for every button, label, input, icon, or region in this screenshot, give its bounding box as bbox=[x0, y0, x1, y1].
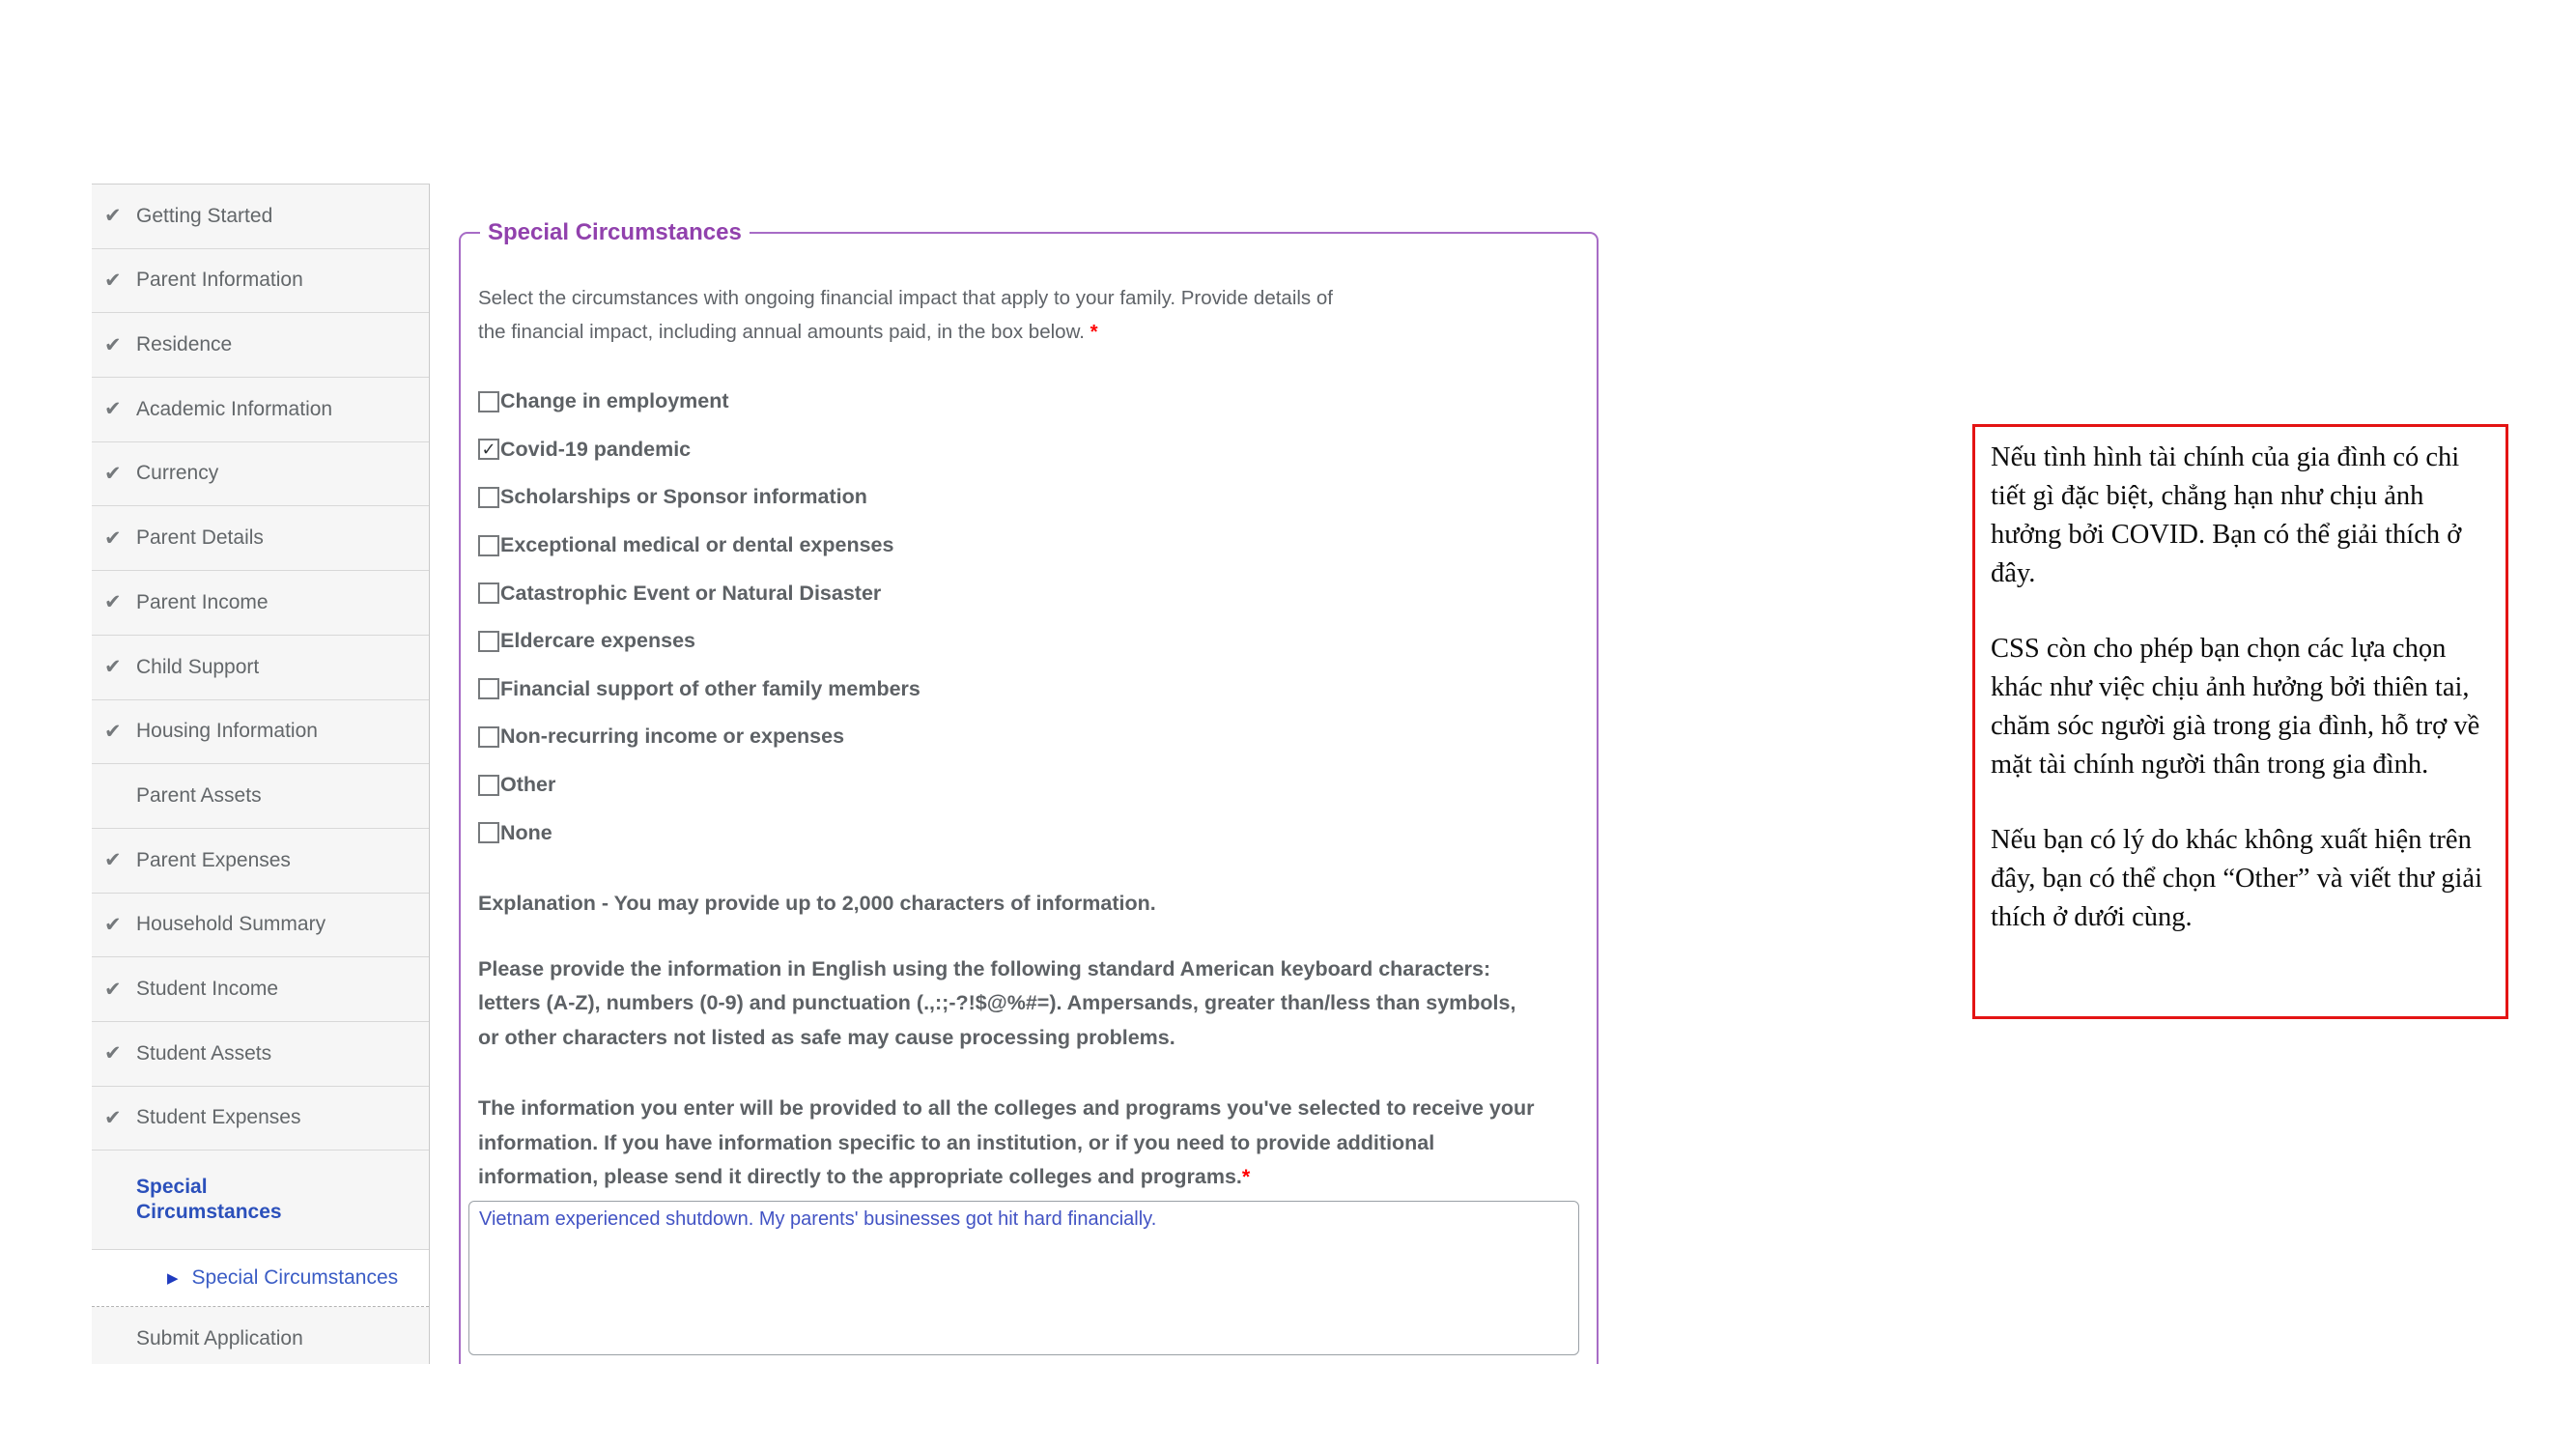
checkbox-row-catastrophic-event[interactable] bbox=[478, 569, 1579, 617]
sidebar-item-label: Parent Income bbox=[136, 590, 269, 613]
check-icon: ✔ bbox=[104, 526, 122, 550]
checkbox-row-covid-19-pandemic[interactable] bbox=[478, 426, 1579, 474]
checkbox-label[interactable]: Eldercare expenses bbox=[500, 629, 695, 653]
sidebar-item-student-assets[interactable] bbox=[92, 1022, 429, 1087]
intro-text bbox=[478, 281, 1333, 349]
checkbox-change-in-employment[interactable] bbox=[478, 391, 499, 412]
sidebar-item-label: Getting Started bbox=[136, 204, 273, 227]
explanation-heading: Explanation - You may provide up to 2,000 characters of information. bbox=[478, 891, 1156, 915]
check-icon: ✔ bbox=[104, 978, 122, 1001]
explanation-textarea[interactable] bbox=[468, 1201, 1579, 1355]
checkbox-catastrophic-event[interactable] bbox=[478, 582, 499, 604]
sidebar-item-label: Special Circumstances bbox=[136, 1176, 282, 1224]
arrow-right-icon: ▶ bbox=[167, 1270, 179, 1288]
check-icon: ✔ bbox=[104, 849, 122, 872]
annotation-box bbox=[1972, 424, 2508, 1019]
sidebar-navigation bbox=[92, 184, 430, 1364]
checkbox-none[interactable] bbox=[478, 822, 499, 843]
required-asterisk: * bbox=[1090, 321, 1098, 343]
sidebar-item-residence[interactable] bbox=[92, 313, 429, 378]
sidebar-item-parent-information[interactable] bbox=[92, 249, 429, 314]
panel-title: Special Circumstances bbox=[488, 219, 742, 245]
special-circumstances-panel bbox=[459, 219, 1599, 1364]
check-icon: ✔ bbox=[104, 913, 122, 936]
check-icon: ✔ bbox=[104, 1106, 122, 1129]
check-icon: ✔ bbox=[104, 720, 122, 743]
sidebar-item-label: Academic Information bbox=[136, 397, 333, 420]
checkbox-label[interactable]: Scholarships or Sponsor information bbox=[500, 485, 867, 509]
circumstances-checkbox-list bbox=[478, 378, 1579, 857]
sidebar-item-parent-details[interactable] bbox=[92, 506, 429, 571]
checkbox-medical-dental-expenses[interactable] bbox=[478, 535, 499, 556]
sidebar-item-label: Household Summary bbox=[136, 913, 326, 936]
intro-text-body: Select the circumstances with ongoing financial impact that apply to your family. Provide details of the financial impact, including annual amounts paid, in the box below. bbox=[478, 287, 1333, 343]
checkbox-label[interactable]: Financial support of other family members bbox=[500, 676, 920, 700]
checkbox-row-change-in-employment[interactable] bbox=[478, 378, 1579, 426]
sidebar-item-getting-started[interactable] bbox=[92, 185, 429, 249]
checkbox-label[interactable]: Other bbox=[500, 773, 556, 797]
information-sharing-note bbox=[478, 1092, 1541, 1195]
sidebar-item-parent-income[interactable] bbox=[92, 571, 429, 636]
check-icon: ✔ bbox=[104, 398, 122, 421]
annotation-paragraph: CSS còn cho phép bạn chọn các lựa chọn khác như việc chịu ảnh hưởng bởi thiên tai, chăm sóc người già trong gia đình, hỗ trợ về mặt tài chính người thân trong gia đình. bbox=[1991, 634, 2480, 780]
check-icon: ✔ bbox=[104, 656, 122, 679]
information-sharing-note-body: The information you enter will be provided to all the colleges and programs you've selected to receive your information. If you have information specific to an institution, or if you need to provide additional information, please send it directly to the appropriate colleges and programs. bbox=[478, 1096, 1535, 1189]
sidebar-subitem-special-circumstances[interactable] bbox=[92, 1250, 429, 1307]
sidebar-item-label: Child Support bbox=[136, 655, 260, 678]
sidebar-item-label: Parent Information bbox=[136, 269, 303, 292]
sidebar-item-label: Student Income bbox=[136, 977, 279, 1000]
checkbox-row-financial-support-family[interactable] bbox=[478, 666, 1579, 714]
sidebar-item-label: Parent Expenses bbox=[136, 848, 291, 871]
sidebar-item-label: Student Expenses bbox=[136, 1106, 301, 1129]
sidebar-item-label: Submit Application bbox=[136, 1327, 303, 1350]
checkbox-scholarships-or-sponsor[interactable] bbox=[478, 487, 499, 508]
sidebar-item-label: Parent Details bbox=[136, 526, 264, 550]
check-icon: ✔ bbox=[104, 591, 122, 614]
sidebar-item-label: Student Assets bbox=[136, 1041, 272, 1065]
annotation-paragraph: Nếu tình hình tài chính của gia đình có chi tiết gì đặc biệt, chẳng hạn như chịu ảnh hưởng bởi COVID. Bạn có thể giải thích ở đây. bbox=[1991, 442, 2462, 588]
checkbox-label[interactable]: None bbox=[500, 820, 552, 844]
check-icon: ✔ bbox=[104, 205, 122, 228]
sidebar-item-parent-assets[interactable] bbox=[92, 764, 429, 829]
sidebar-item-label: Residence bbox=[136, 333, 233, 356]
sidebar-item-label: Currency bbox=[136, 462, 219, 485]
sidebar-item-housing-information[interactable] bbox=[92, 700, 429, 765]
checkbox-row-non-recurring-income[interactable] bbox=[478, 713, 1579, 761]
sidebar-item-academic-information[interactable] bbox=[92, 378, 429, 442]
checkbox-label[interactable]: Change in employment bbox=[500, 389, 729, 413]
check-icon: ✔ bbox=[104, 333, 122, 356]
annotation-paragraph: Nếu bạn có lý do khác không xuất hiện trên đây, bạn có thể chọn “Other” và viết thư giải thích ở dưới cùng. bbox=[1991, 825, 2482, 932]
checkbox-row-medical-dental-expenses[interactable] bbox=[478, 522, 1579, 570]
required-asterisk: * bbox=[1241, 1165, 1251, 1189]
check-icon: ✔ bbox=[104, 463, 122, 486]
sidebar-item-currency[interactable] bbox=[92, 442, 429, 507]
checkbox-row-other[interactable] bbox=[478, 761, 1579, 810]
sidebar-item-label: Parent Assets bbox=[136, 783, 262, 807]
sidebar-subitem-label: Special Circumstances bbox=[191, 1266, 399, 1290]
checkbox-eldercare-expenses[interactable] bbox=[478, 631, 499, 652]
checkbox-row-scholarships-or-sponsor[interactable] bbox=[478, 473, 1579, 522]
check-icon: ✔ bbox=[104, 1042, 122, 1065]
checkbox-non-recurring-income[interactable] bbox=[478, 726, 499, 748]
sidebar-item-submit-application[interactable] bbox=[92, 1307, 429, 1364]
sidebar-item-student-expenses[interactable] bbox=[92, 1087, 429, 1151]
checkbox-label[interactable]: Catastrophic Event or Natural Disaster bbox=[500, 581, 882, 605]
checkbox-label[interactable]: Covid-19 pandemic bbox=[500, 437, 692, 461]
sidebar-item-special-circumstances[interactable] bbox=[92, 1151, 429, 1250]
checkbox-label[interactable]: Non-recurring income or expenses bbox=[500, 724, 845, 749]
sidebar-item-student-income[interactable] bbox=[92, 957, 429, 1022]
checkbox-other[interactable] bbox=[478, 775, 499, 796]
checkbox-covid-19-pandemic-checked[interactable]: ✓ bbox=[478, 439, 499, 460]
checkbox-financial-support-family[interactable] bbox=[478, 678, 499, 699]
check-icon: ✔ bbox=[104, 270, 122, 293]
checkbox-label[interactable]: Exceptional medical or dental expenses bbox=[500, 533, 894, 557]
checkbox-row-none[interactable] bbox=[478, 809, 1579, 857]
sidebar-item-label: Housing Information bbox=[136, 720, 318, 743]
keyboard-characters-note: Please provide the information in English using the following standard American keyboard characters: letters (A-Z), numbers (0-9) and punctuation (.,:;-?!$@%#=). Ampersands, greater than/less than symbols, or other characters not listed as safe may cause processing problems. bbox=[478, 956, 1516, 1049]
sidebar-item-household-summary[interactable] bbox=[92, 894, 429, 958]
sidebar-item-parent-expenses[interactable] bbox=[92, 829, 429, 894]
checkbox-row-eldercare-expenses[interactable] bbox=[478, 617, 1579, 666]
sidebar-item-child-support[interactable] bbox=[92, 636, 429, 700]
